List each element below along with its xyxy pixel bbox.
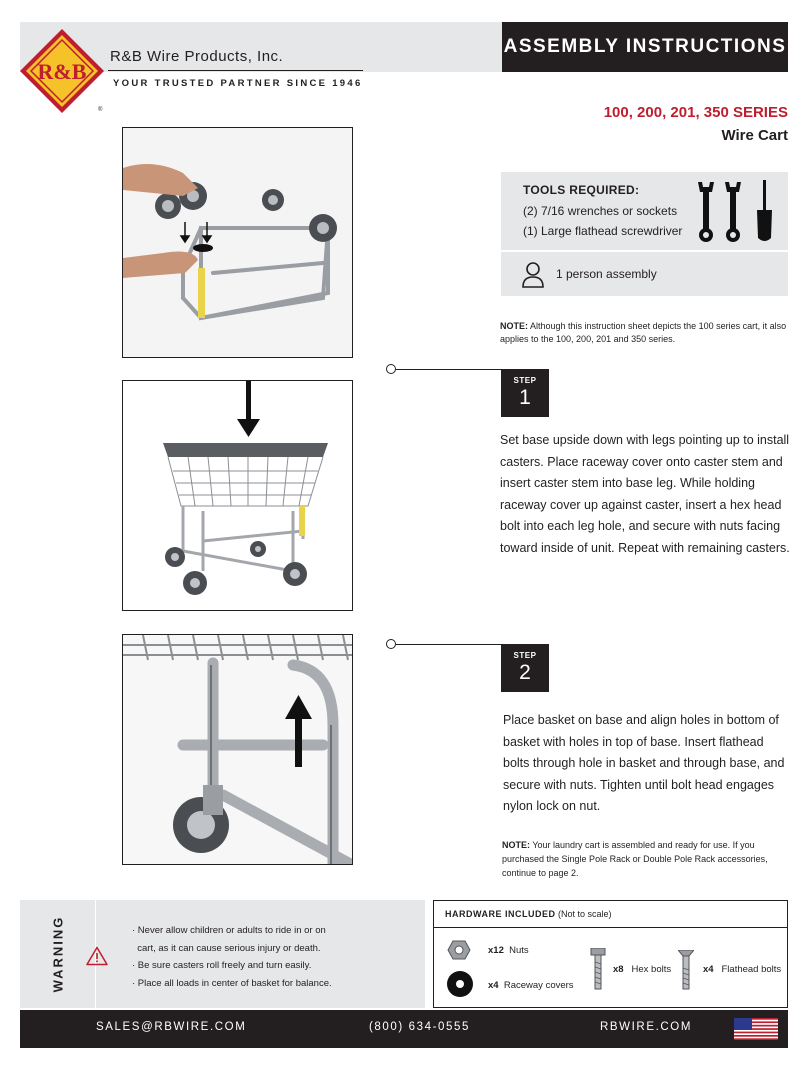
note-series: NOTE: Although this instruction sheet depicts the 100 series cart, it also applies to the 100, 200, 201 and 350 series. xyxy=(500,321,787,344)
us-flag-icon xyxy=(734,1018,778,1040)
connector-line xyxy=(396,369,501,370)
connector-dot xyxy=(386,639,396,649)
tools-icons xyxy=(690,178,780,244)
logo-text: R&B xyxy=(37,59,87,84)
photo-basket-bolts xyxy=(122,634,353,865)
document-title: ASSEMBLY INSTRUCTIONS xyxy=(502,22,788,72)
note-complete: NOTE: Your laundry cart is assembled and ready for use. If you purchased the Single Pole Rack or Double Pole Rack accessories, continue to page 2. xyxy=(502,840,768,878)
tools-heading: TOOLS REQUIRED: xyxy=(523,183,640,197)
footer-website[interactable]: RBWIRE.COM xyxy=(600,1021,693,1033)
warning-heading: WARNING xyxy=(50,915,66,993)
warning-item: cart, as it can cause serious injury or death. xyxy=(132,942,321,954)
divider xyxy=(433,927,788,928)
step-1-badge: STEP 1 xyxy=(501,369,549,417)
divider xyxy=(108,70,363,71)
wrench-icon xyxy=(698,182,714,242)
tool-item: (2) 7/16 wrenches or sockets xyxy=(523,204,678,218)
photo-caster-install xyxy=(122,127,353,358)
hardware-item-nuts: x12 Nuts xyxy=(488,945,529,956)
nut-icon xyxy=(447,940,471,960)
wrench-icon xyxy=(725,182,741,242)
hardware-title: HARDWARE INCLUDED (Not to scale) xyxy=(445,909,612,919)
connector-line xyxy=(396,644,501,645)
tagline: YOUR TRUSTED PARTNER SINCE 1946 xyxy=(113,78,363,89)
product-name: Wire Cart xyxy=(721,127,788,144)
warning-list xyxy=(132,922,342,992)
product-series: 100, 200, 201, 350 SERIES xyxy=(603,104,788,121)
flathead-bolt-icon xyxy=(678,950,694,990)
person-icon xyxy=(520,260,546,288)
screwdriver-icon xyxy=(757,180,772,241)
warning-icon xyxy=(86,946,108,966)
step-1-text: Set base upside down with legs pointing up to install casters. Place raceway cover onto caster stem and insert caster stem into base leg. While holding raceway cover up against caster, insert a hex head bolt into each leg hole, and secure with nuts facing toward inside of unit. Repeat with remaining casters. xyxy=(500,433,790,555)
company-name: R&B Wire Products, Inc. xyxy=(110,48,284,65)
raceway-cover-icon xyxy=(446,970,474,998)
hardware-item-hex-bolts: x8 Hex bolts xyxy=(613,964,672,975)
step-2-badge: STEP 2 xyxy=(501,644,549,692)
hex-bolt-icon xyxy=(590,948,606,990)
rb-logo xyxy=(18,27,106,115)
hardware-item-flathead-bolts: x4 Flathead bolts xyxy=(703,964,782,975)
warning-item: · Never allow children or adults to ride in or on xyxy=(132,925,326,936)
footer-email[interactable]: SALES@RBWIRE.COM xyxy=(96,1021,247,1033)
svg-text:®: ® xyxy=(98,107,103,113)
footer-phone[interactable]: (800) 634-0555 xyxy=(369,1021,471,1033)
tool-item: (1) Large flathead screwdriver xyxy=(523,224,683,238)
person-count: 1 person assembly xyxy=(556,267,657,281)
step-2-text: Place basket on base and align holes in bottom of basket with holes in top of base. Insert flathead bolts through hole in basket and through base, and secure with nuts. Tighten until bolt head engages nylon lock on nut. xyxy=(503,713,785,813)
connector-dot xyxy=(386,364,396,374)
warning-item: · Be sure casters roll freely and turn easily. xyxy=(132,960,312,971)
hardware-item-raceway: x4 Raceway covers xyxy=(488,980,574,991)
warning-item: · Place all loads in center of basket for balance. xyxy=(132,977,332,989)
photo-cart-assembled xyxy=(122,380,353,611)
